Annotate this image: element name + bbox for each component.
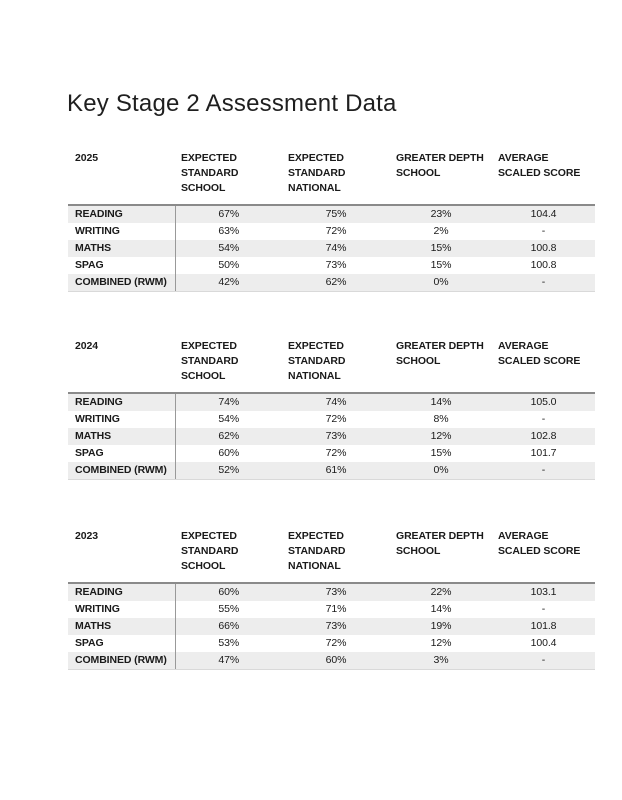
row-label: READING [68, 393, 175, 411]
cell-value: 42% [175, 274, 282, 292]
table-row [68, 257, 595, 274]
cell-value: 12% [430, 637, 452, 649]
row-label: WRITING [68, 601, 175, 618]
table-row [68, 428, 595, 445]
cell-value: 105.0 [492, 393, 595, 411]
cell-value: 100.8 [492, 240, 595, 257]
cell-value: - [492, 274, 595, 292]
cell-value: 60% [282, 652, 390, 670]
table-row [68, 583, 595, 601]
cell-value: 72% [325, 225, 347, 237]
ks2-table-2023 [68, 528, 595, 670]
column-header-expected-standard-school: EXPECTED STANDARD SCHOOL [181, 530, 239, 572]
cell-value: 14% [390, 393, 492, 411]
cell-value: 53% [218, 637, 240, 649]
column-header-expected-standard-national: EXPECTED STANDARD NATIONAL [288, 530, 346, 572]
cell-value: 74% [282, 393, 390, 411]
cell-value: 54% [175, 240, 282, 257]
cell-value: 0% [390, 462, 492, 480]
column-header-average-scaled-score: AVERAGE SCALED SCORE [498, 530, 581, 557]
cell-value: 54% [218, 413, 240, 425]
cell-value: 73% [282, 618, 390, 635]
cell-value: 14% [430, 603, 452, 615]
table-row [68, 274, 595, 292]
cell-value: 74% [282, 240, 390, 257]
cell-value: 61% [282, 462, 390, 480]
cell-value: 60% [175, 583, 282, 601]
table-row [68, 240, 595, 257]
cell-value: 19% [390, 618, 492, 635]
year-label: 2024 [75, 340, 98, 352]
cell-value: - [541, 413, 546, 425]
row-label: SPAG [68, 635, 175, 652]
column-header-average-scaled-score: AVERAGE SCALED SCORE [498, 152, 581, 179]
cell-value: 0% [390, 274, 492, 292]
cell-value: 73% [325, 259, 347, 271]
cell-value: 15% [430, 259, 452, 271]
cell-value: - [541, 603, 546, 615]
table-row [68, 445, 595, 462]
column-header-expected-standard-national: EXPECTED STANDARD NATIONAL [288, 152, 346, 194]
cell-value: 12% [390, 428, 492, 445]
cell-value: 62% [282, 274, 390, 292]
row-label: COMBINED (RWM) [68, 462, 175, 480]
row-label: COMBINED (RWM) [68, 274, 175, 292]
table-row [68, 652, 595, 670]
row-label: MATHS [68, 240, 175, 257]
cell-value: 63% [218, 225, 240, 237]
table-header-row [68, 338, 595, 393]
cell-value: 72% [325, 413, 347, 425]
cell-value: 60% [218, 447, 240, 459]
table-row [68, 618, 595, 635]
cell-value: 47% [175, 652, 282, 670]
table-row [68, 223, 595, 240]
cell-value: 71% [325, 603, 347, 615]
table-row [68, 635, 595, 652]
cell-value: 75% [282, 205, 390, 223]
table-row [68, 393, 595, 411]
row-label: MATHS [68, 618, 175, 635]
row-label: SPAG [68, 257, 175, 274]
cell-value: 15% [430, 447, 452, 459]
table-row [68, 601, 595, 618]
column-header-expected-standard-school: EXPECTED STANDARD SCHOOL [181, 152, 239, 194]
cell-value: 72% [325, 447, 347, 459]
cell-value: 74% [175, 393, 282, 411]
column-header-expected-standard-national: EXPECTED STANDARD NATIONAL [288, 340, 346, 382]
year-label: 2023 [75, 530, 98, 542]
row-label: READING [68, 583, 175, 601]
table-header-row [68, 528, 595, 583]
cell-value: 23% [390, 205, 492, 223]
cell-value: - [492, 462, 595, 480]
cell-value: 100.8 [530, 259, 557, 271]
cell-value: 22% [390, 583, 492, 601]
cell-value: 2% [433, 225, 449, 237]
ks2-table-2024 [68, 338, 595, 480]
cell-value: 66% [175, 618, 282, 635]
cell-value: 72% [325, 637, 347, 649]
ks2-table-2025 [68, 150, 595, 292]
cell-value: 73% [282, 428, 390, 445]
page-title: Key Stage 2 Assessment Data [67, 90, 397, 118]
cell-value: 62% [175, 428, 282, 445]
column-header-greater-depth-school: GREATER DEPTH SCHOOL [396, 340, 484, 367]
column-header-greater-depth-school: GREATER DEPTH SCHOOL [396, 530, 484, 557]
table-row [68, 411, 595, 428]
cell-value: 73% [282, 583, 390, 601]
column-header-expected-standard-school: EXPECTED STANDARD SCHOOL [181, 340, 239, 382]
table-row [68, 462, 595, 480]
cell-value: 3% [390, 652, 492, 670]
cell-value: 101.7 [530, 447, 557, 459]
row-label: MATHS [68, 428, 175, 445]
table-row [68, 205, 595, 223]
row-label: SPAG [68, 445, 175, 462]
cell-value: 104.4 [492, 205, 595, 223]
cell-value: 8% [433, 413, 449, 425]
row-label: COMBINED (RWM) [68, 652, 175, 670]
column-header-greater-depth-school: GREATER DEPTH SCHOOL [396, 152, 484, 179]
year-label: 2025 [75, 152, 98, 164]
table-header-row [68, 150, 595, 205]
row-label: READING [68, 205, 175, 223]
column-header-average-scaled-score: AVERAGE SCALED SCORE [498, 340, 581, 367]
cell-value: 55% [218, 603, 240, 615]
cell-value: 102.8 [492, 428, 595, 445]
cell-value: 100.4 [530, 637, 557, 649]
row-label: WRITING [68, 411, 175, 428]
cell-value: 50% [218, 259, 240, 271]
cell-value: 67% [175, 205, 282, 223]
cell-value: 15% [390, 240, 492, 257]
cell-value: - [541, 225, 546, 237]
cell-value: 101.8 [492, 618, 595, 635]
cell-value: 52% [175, 462, 282, 480]
row-label: WRITING [68, 223, 175, 240]
cell-value: - [492, 652, 595, 670]
cell-value: 103.1 [492, 583, 595, 601]
